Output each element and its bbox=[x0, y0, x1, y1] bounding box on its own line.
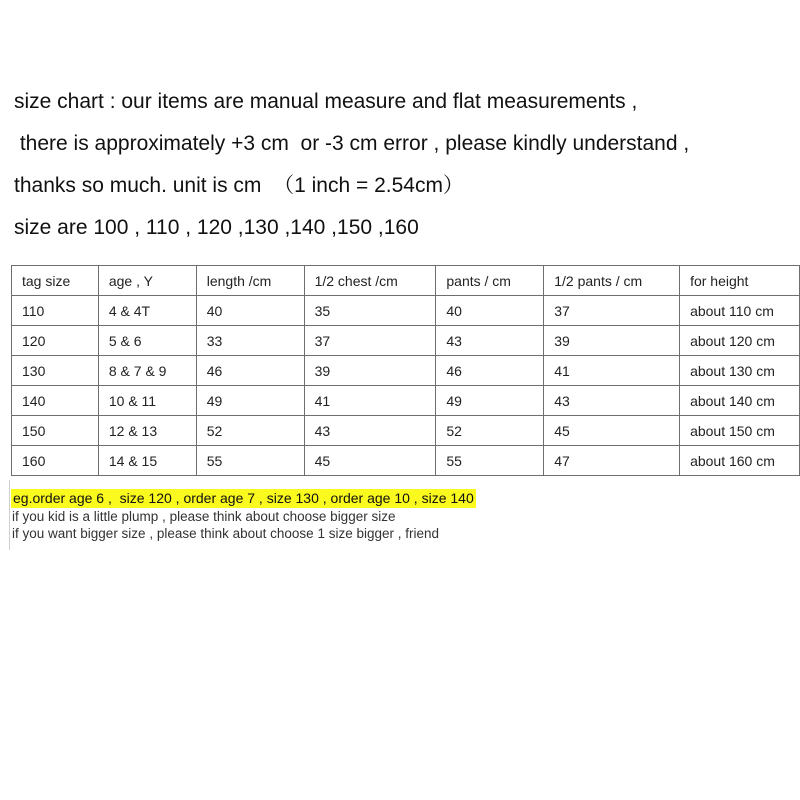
cell-length: 33 bbox=[196, 326, 304, 356]
cell-half-chest: 35 bbox=[304, 296, 436, 326]
cell-length: 46 bbox=[196, 356, 304, 386]
header-tag-size: tag size bbox=[12, 266, 99, 296]
cell-pants: 52 bbox=[436, 416, 544, 446]
cell-age: 4 & 4T bbox=[98, 296, 196, 326]
cell-age: 14 & 15 bbox=[98, 446, 196, 476]
cell-length: 55 bbox=[196, 446, 304, 476]
cell-half-pants: 47 bbox=[544, 446, 680, 476]
cell-half-pants: 37 bbox=[544, 296, 680, 326]
intro-line-2: there is approximately +3 cm or -3 cm error , please kindly understand , bbox=[14, 132, 690, 155]
cell-tag-size: 130 bbox=[12, 356, 99, 386]
cell-pants: 49 bbox=[436, 386, 544, 416]
table-row bbox=[12, 386, 800, 416]
cell-for-height: about 150 cm bbox=[680, 416, 800, 446]
cell-for-height: about 160 cm bbox=[680, 446, 800, 476]
plump-note: if you kid is a little plump , please think about choose bigger size bbox=[12, 509, 396, 524]
table-row bbox=[12, 356, 800, 386]
cell-for-height: about 140 cm bbox=[680, 386, 800, 416]
header-half-chest: 1/2 chest /cm bbox=[304, 266, 436, 296]
header-age: age , Y bbox=[98, 266, 196, 296]
cell-for-height: about 110 cm bbox=[680, 296, 800, 326]
cell-pants: 46 bbox=[436, 356, 544, 386]
cell-half-pants: 41 bbox=[544, 356, 680, 386]
cell-length: 52 bbox=[196, 416, 304, 446]
cell-age: 12 & 13 bbox=[98, 416, 196, 446]
cell-tag-size: 140 bbox=[12, 386, 99, 416]
cell-half-chest: 41 bbox=[304, 386, 436, 416]
header-length: length /cm bbox=[196, 266, 304, 296]
table-row bbox=[12, 296, 800, 326]
header-for-height: for height bbox=[680, 266, 800, 296]
intro-line-1: size chart : our items are manual measure and flat measurements , bbox=[14, 90, 638, 113]
header-half-pants: 1/2 pants / cm bbox=[544, 266, 680, 296]
bigger-size-note: if you want bigger size , please think about choose 1 size bigger , friend bbox=[12, 526, 440, 541]
table-row bbox=[12, 326, 800, 356]
table-row bbox=[12, 416, 800, 446]
cell-length: 49 bbox=[196, 386, 304, 416]
example-order-note: eg.order age 6 , size 120 , order age 7 , size 130 , order age 10 , size 140 bbox=[13, 490, 474, 506]
size-table bbox=[11, 265, 800, 476]
cell-tag-size: 110 bbox=[12, 296, 99, 326]
cell-half-pants: 45 bbox=[544, 416, 680, 446]
cell-half-chest: 37 bbox=[304, 326, 436, 356]
cell-pants: 40 bbox=[436, 296, 544, 326]
cell-half-pants: 39 bbox=[544, 326, 680, 356]
cell-age: 8 & 7 & 9 bbox=[98, 356, 196, 386]
table-row bbox=[12, 446, 800, 476]
divider bbox=[9, 480, 10, 550]
cell-for-height: about 120 cm bbox=[680, 326, 800, 356]
cell-tag-size: 150 bbox=[12, 416, 99, 446]
table-header-row bbox=[12, 266, 800, 296]
cell-age: 5 & 6 bbox=[98, 326, 196, 356]
cell-tag-size: 160 bbox=[12, 446, 99, 476]
cell-tag-size: 120 bbox=[12, 326, 99, 356]
cell-half-chest: 39 bbox=[304, 356, 436, 386]
intro-line-4: size are 100 , 110 , 120 ,130 ,140 ,150 ,160 bbox=[14, 216, 419, 239]
cell-half-chest: 45 bbox=[304, 446, 436, 476]
cell-pants: 43 bbox=[436, 326, 544, 356]
size-notes bbox=[11, 489, 476, 542]
cell-half-chest: 43 bbox=[304, 416, 436, 446]
intro-line-3: thanks so much. unit is cm （1 inch = 2.54cm） bbox=[14, 174, 464, 197]
cell-half-pants: 43 bbox=[544, 386, 680, 416]
cell-pants: 55 bbox=[436, 446, 544, 476]
cell-age: 10 & 11 bbox=[98, 386, 196, 416]
header-pants: pants / cm bbox=[436, 266, 544, 296]
cell-for-height: about 130 cm bbox=[680, 356, 800, 386]
cell-length: 40 bbox=[196, 296, 304, 326]
